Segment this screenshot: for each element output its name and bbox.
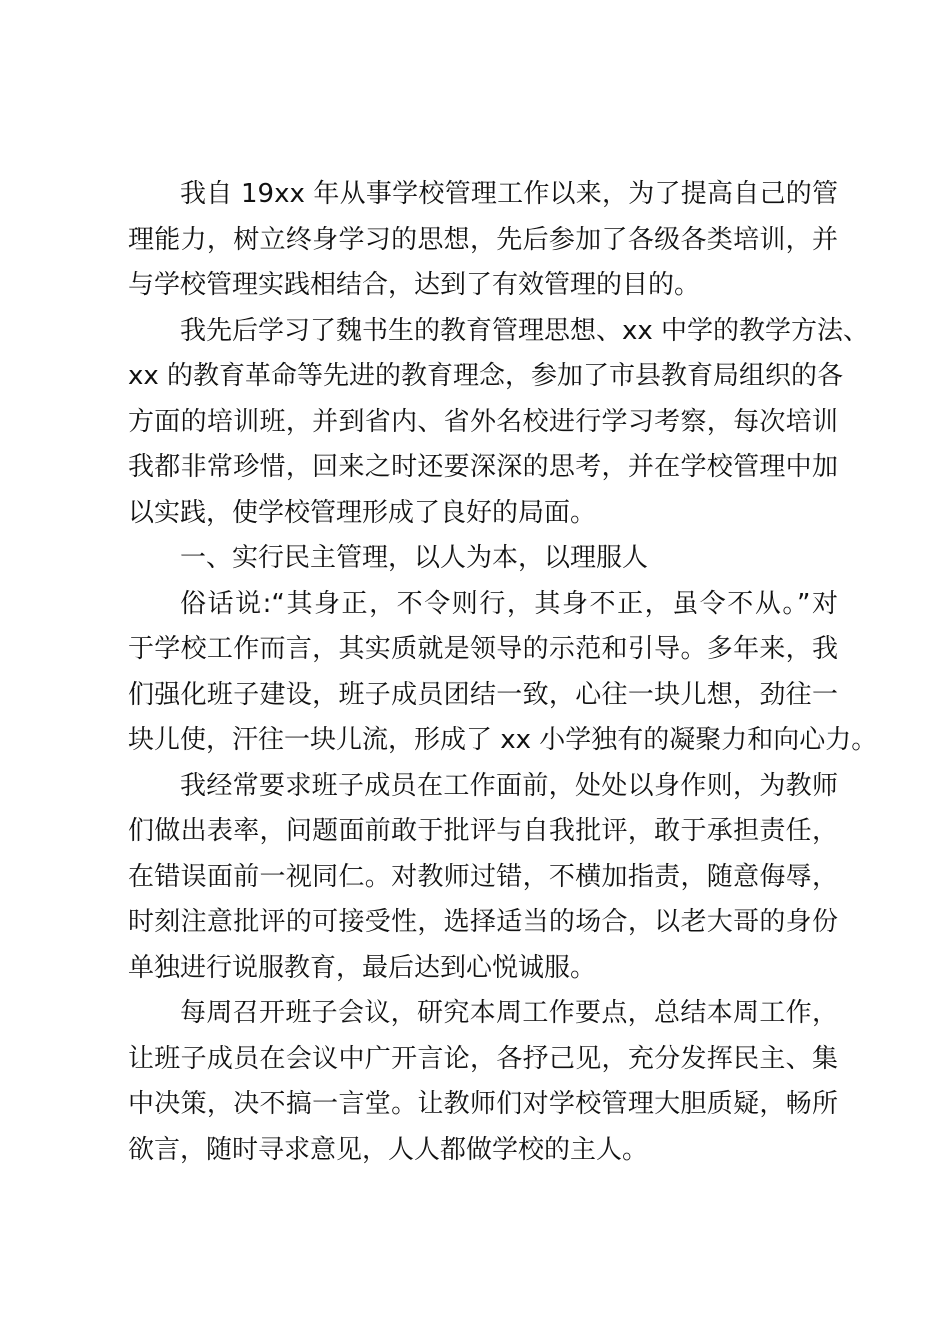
paragraph-line: 时刻注意批评的可接受性，选择适当的场合，以老大哥的身份: [128, 907, 838, 937]
paragraph-line: 以实践，使学校管理形成了良好的局面。: [128, 497, 597, 528]
paragraph-3: [128, 582, 878, 764]
paragraph-5: [128, 991, 838, 1173]
paragraph-line: 理能力，树立终身学习的思想，先后参加了各级各类培训，并: [128, 224, 838, 255]
paragraph-line: 单独进行说服教育，最后达到心悦诚服。: [128, 952, 597, 983]
paragraph-line: 欲言，随时寻求意见，人人都做学校的主人。: [128, 1134, 649, 1165]
paragraph-line: 们做出表率，问题面前敢于批评与自我批评，敢于承担责任，: [128, 816, 838, 846]
paragraph-2: [128, 309, 870, 537]
paragraph-line: xx 的教育革命等先进的教育理念，参加了市县教育局组织的各: [128, 361, 844, 391]
document-body: [128, 172, 878, 1173]
paragraph-line: 让班子成员在会议中广开言论，各抒己见，充分发挥民主、集: [128, 1043, 838, 1074]
paragraph-1: [128, 172, 838, 309]
paragraph-line: 块儿使，汗往一块儿流，形成了 xx 小学独有的凝聚力和向心力。: [128, 725, 878, 755]
paragraph-line: 每周召开班子会议，研究本周工作要点，总结本周工作，: [180, 998, 838, 1028]
paragraph-line: 们强化班子建设，班子成员团结一致，心往一块儿想，劲往一: [128, 679, 838, 710]
paragraph-line: 与学校管理实践相结合，达到了有效管理的目的。: [128, 270, 701, 300]
paragraph-line: 俗话说:“其身正，不令则行，其身不正，虽令不从。”对: [180, 588, 838, 619]
section-heading: [128, 536, 838, 582]
paragraph-line: 在错误面前一视同仁。对教师过错，不横加指责，随意侮辱，: [128, 861, 838, 892]
paragraph-line: 我先后学习了魏书生的教育管理思想、xx 中学的教学方法、: [180, 315, 870, 346]
paragraph-line: 中决策，决不搞一言堂。让教师们对学校管理大胆质疑，畅所: [128, 1089, 838, 1119]
paragraph-line: 我自 19xx 年从事学校管理工作以来，为了提高自己的管: [180, 179, 838, 209]
paragraph-4: [128, 764, 838, 992]
paragraph-line: 我经常要求班子成员在工作面前，处处以身作则，为教师: [180, 770, 838, 801]
section-heading-text: 一、实行民主管理，以人为本，以理服人: [180, 543, 649, 573]
paragraph-line: 我都非常珍惜，回来之时还要深深的思考，并在学校管理中加: [128, 452, 838, 482]
paragraph-line: 于学校工作而言，其实质就是领导的示范和引导。多年来，我: [128, 634, 838, 664]
paragraph-line: 方面的培训班，并到省内、省外名校进行学习考察，每次培训: [128, 406, 838, 437]
